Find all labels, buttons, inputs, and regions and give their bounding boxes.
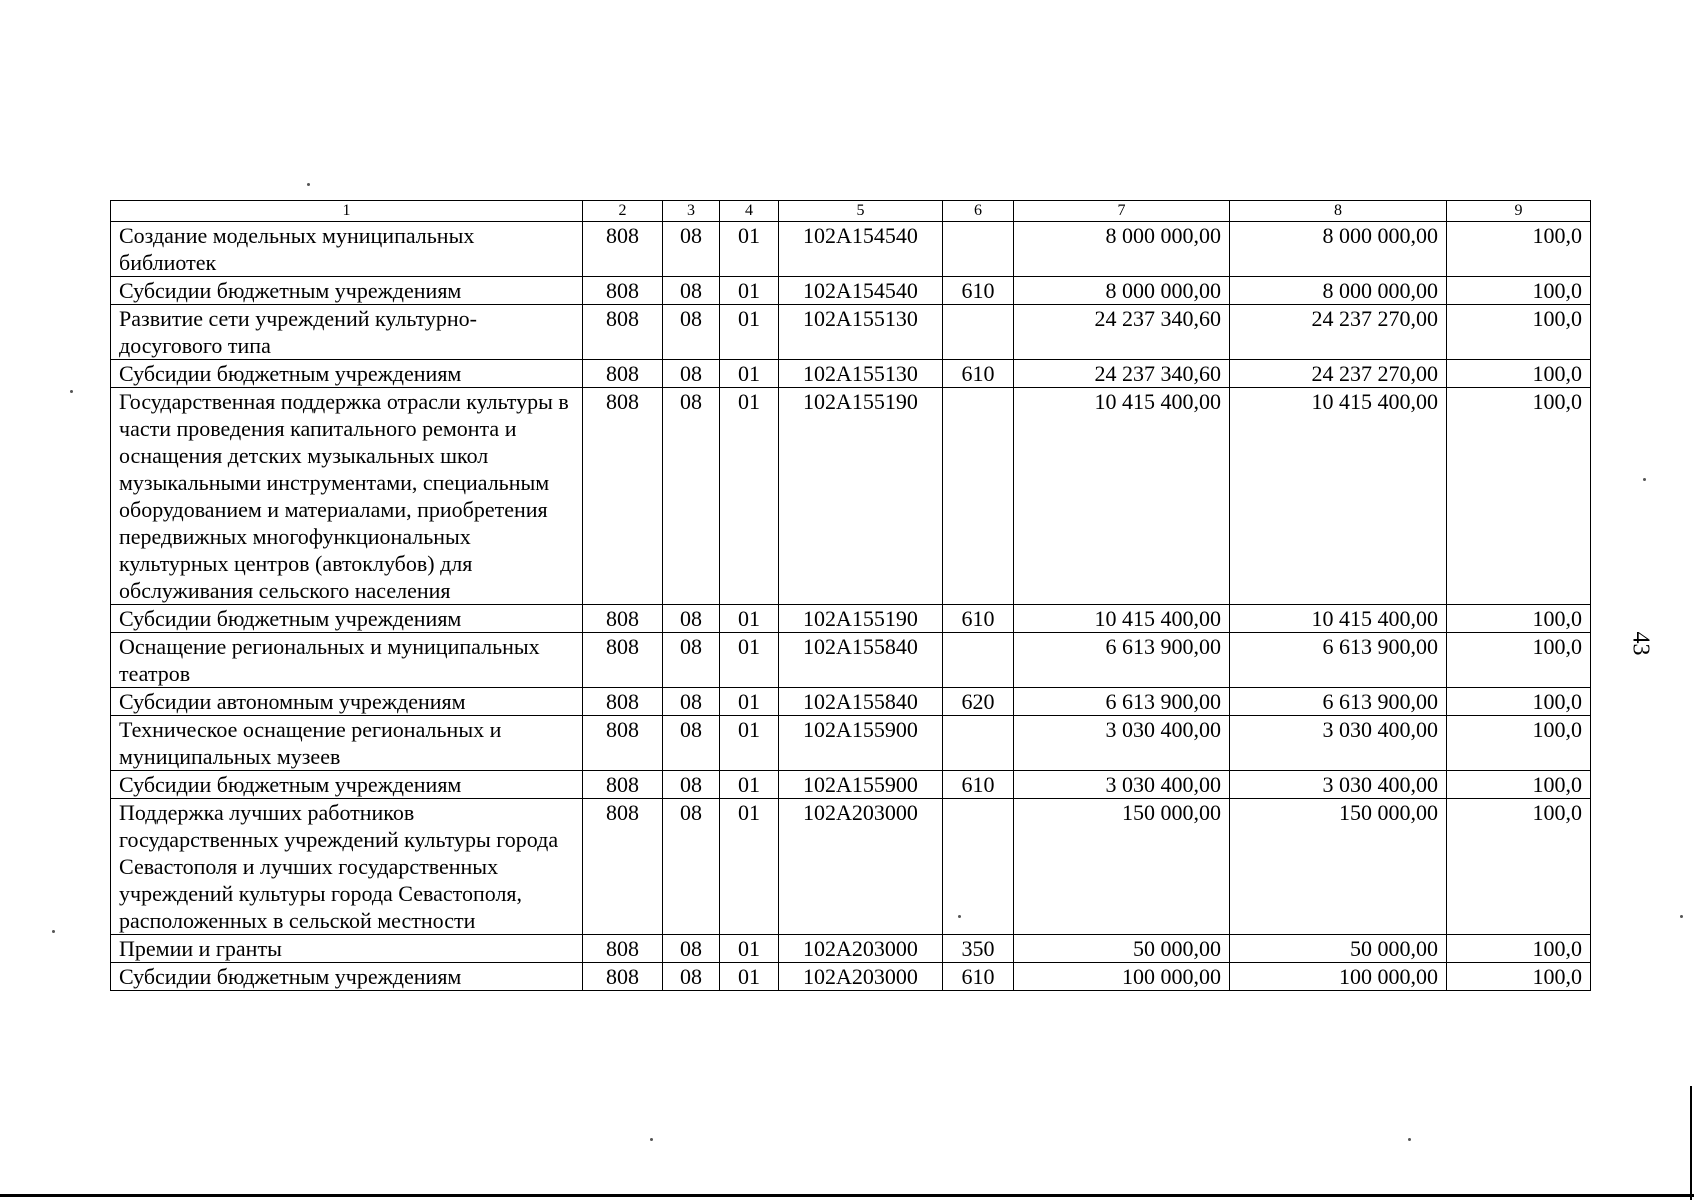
- column-number-1: 1: [111, 201, 583, 222]
- executed-amount-cell: 3 030 400,00: [1230, 771, 1447, 799]
- column-number-4: 4: [720, 201, 779, 222]
- section-code-cell: 08: [663, 771, 720, 799]
- scan-speck: [1643, 478, 1646, 481]
- table-row: [111, 688, 1591, 716]
- expense-type-cell: 610: [943, 771, 1014, 799]
- executed-amount-cell: 8 000 000,00: [1230, 277, 1447, 305]
- target-article-cell: 102А155190: [779, 605, 943, 633]
- subsection-code-cell: 01: [720, 605, 779, 633]
- row-name-cell: Субсидии бюджетным учреждениям: [111, 771, 583, 799]
- execution-percent-cell: 100,0: [1447, 688, 1591, 716]
- target-article-cell: 102А155900: [779, 771, 943, 799]
- target-article-cell: 102А203000: [779, 935, 943, 963]
- row-name-cell: Поддержка лучших работников государственных учреждений культуры города Севастополя и лучших государственных учреждений культуры города Севастополя, расположенных в сельской местности: [111, 799, 583, 935]
- admin-code-cell: 808: [583, 799, 663, 935]
- table-row: [111, 716, 1591, 771]
- row-name-cell: Техническое оснащение региональных и муниципальных музеев: [111, 716, 583, 771]
- table-row: [111, 605, 1591, 633]
- executed-amount-cell: 10 415 400,00: [1230, 605, 1447, 633]
- admin-code-cell: 808: [583, 388, 663, 605]
- executed-amount-cell: 24 237 270,00: [1230, 305, 1447, 360]
- planned-amount-cell: 8 000 000,00: [1014, 277, 1230, 305]
- table-row: [111, 633, 1591, 688]
- target-article-cell: 102А155130: [779, 360, 943, 388]
- target-article-cell: 102А155130: [779, 305, 943, 360]
- admin-code-cell: 808: [583, 688, 663, 716]
- planned-amount-cell: 10 415 400,00: [1014, 388, 1230, 605]
- table-row: [111, 935, 1591, 963]
- section-code-cell: 08: [663, 277, 720, 305]
- subsection-code-cell: 01: [720, 771, 779, 799]
- row-name-cell: Субсидии бюджетным учреждениям: [111, 963, 583, 991]
- execution-percent-cell: 100,0: [1447, 605, 1591, 633]
- execution-percent-cell: 100,0: [1447, 963, 1591, 991]
- scan-speck: [650, 1138, 653, 1141]
- executed-amount-cell: 8 000 000,00: [1230, 222, 1447, 277]
- budget-table: [110, 200, 1591, 991]
- column-number-9: 9: [1447, 201, 1591, 222]
- section-code-cell: 08: [663, 688, 720, 716]
- section-code-cell: 08: [663, 388, 720, 605]
- expense-type-cell: [943, 305, 1014, 360]
- row-name-cell: Премии и гранты: [111, 935, 583, 963]
- executed-amount-cell: 10 415 400,00: [1230, 388, 1447, 605]
- scan-border-right: [1690, 1086, 1692, 1200]
- planned-amount-cell: 10 415 400,00: [1014, 605, 1230, 633]
- scan-speck: [1680, 915, 1683, 918]
- table-row: [111, 305, 1591, 360]
- executed-amount-cell: 150 000,00: [1230, 799, 1447, 935]
- admin-code-cell: 808: [583, 963, 663, 991]
- row-name-cell: Государственная поддержка отрасли культуры в части проведения капитального ремонта и оснащения детских музыкальных школ музыкальными инструментами, специальным оборудованием и материалами, приобретения передвижных многофункциональных культурных центров (автоклубов) для обслуживания сельского населения: [111, 388, 583, 605]
- executed-amount-cell: 6 613 900,00: [1230, 633, 1447, 688]
- target-article-cell: 102А155900: [779, 716, 943, 771]
- column-number-5: 5: [779, 201, 943, 222]
- planned-amount-cell: 24 237 340,60: [1014, 360, 1230, 388]
- admin-code-cell: 808: [583, 305, 663, 360]
- expense-type-cell: 350: [943, 935, 1014, 963]
- subsection-code-cell: 01: [720, 388, 779, 605]
- column-number-2: 2: [583, 201, 663, 222]
- admin-code-cell: 808: [583, 222, 663, 277]
- expense-type-cell: 610: [943, 963, 1014, 991]
- scan-speck: [70, 390, 73, 393]
- planned-amount-cell: 6 613 900,00: [1014, 688, 1230, 716]
- scan-border-bottom: [0, 1194, 1694, 1197]
- row-name-cell: Субсидии бюджетным учреждениям: [111, 605, 583, 633]
- planned-amount-cell: 6 613 900,00: [1014, 633, 1230, 688]
- execution-percent-cell: 100,0: [1447, 388, 1591, 605]
- table-header-row: [111, 201, 1591, 222]
- executed-amount-cell: 50 000,00: [1230, 935, 1447, 963]
- expense-type-cell: 620: [943, 688, 1014, 716]
- column-number-7: 7: [1014, 201, 1230, 222]
- subsection-code-cell: 01: [720, 222, 779, 277]
- subsection-code-cell: 01: [720, 360, 779, 388]
- executed-amount-cell: 6 613 900,00: [1230, 688, 1447, 716]
- column-number-6: 6: [943, 201, 1014, 222]
- column-number-3: 3: [663, 201, 720, 222]
- scan-speck: [1408, 1138, 1411, 1141]
- executed-amount-cell: 24 237 270,00: [1230, 360, 1447, 388]
- planned-amount-cell: 3 030 400,00: [1014, 771, 1230, 799]
- executed-amount-cell: 3 030 400,00: [1230, 716, 1447, 771]
- target-article-cell: 102А155190: [779, 388, 943, 605]
- execution-percent-cell: 100,0: [1447, 799, 1591, 935]
- scan-speck: [52, 930, 55, 933]
- planned-amount-cell: 24 237 340,60: [1014, 305, 1230, 360]
- expense-type-cell: [943, 799, 1014, 935]
- execution-percent-cell: 100,0: [1447, 771, 1591, 799]
- section-code-cell: 08: [663, 716, 720, 771]
- table-row: [111, 771, 1591, 799]
- expense-type-cell: [943, 388, 1014, 605]
- page-number: 43: [1627, 631, 1654, 656]
- admin-code-cell: 808: [583, 360, 663, 388]
- executed-amount-cell: 100 000,00: [1230, 963, 1447, 991]
- section-code-cell: 08: [663, 222, 720, 277]
- table-row: [111, 222, 1591, 277]
- expense-type-cell: 610: [943, 360, 1014, 388]
- expense-type-cell: 610: [943, 277, 1014, 305]
- admin-code-cell: 808: [583, 633, 663, 688]
- planned-amount-cell: 100 000,00: [1014, 963, 1230, 991]
- row-name-cell: Субсидии автономным учреждениям: [111, 688, 583, 716]
- planned-amount-cell: 150 000,00: [1014, 799, 1230, 935]
- subsection-code-cell: 01: [720, 935, 779, 963]
- row-name-cell: Субсидии бюджетным учреждениям: [111, 360, 583, 388]
- planned-amount-cell: 50 000,00: [1014, 935, 1230, 963]
- table-row: [111, 388, 1591, 605]
- planned-amount-cell: 8 000 000,00: [1014, 222, 1230, 277]
- section-code-cell: 08: [663, 935, 720, 963]
- expense-type-cell: 610: [943, 605, 1014, 633]
- subsection-code-cell: 01: [720, 633, 779, 688]
- admin-code-cell: 808: [583, 935, 663, 963]
- admin-code-cell: 808: [583, 277, 663, 305]
- subsection-code-cell: 01: [720, 963, 779, 991]
- expense-type-cell: [943, 716, 1014, 771]
- column-number-8: 8: [1230, 201, 1447, 222]
- section-code-cell: 08: [663, 605, 720, 633]
- target-article-cell: 102А155840: [779, 688, 943, 716]
- execution-percent-cell: 100,0: [1447, 222, 1591, 277]
- planned-amount-cell: 3 030 400,00: [1014, 716, 1230, 771]
- target-article-cell: 102А154540: [779, 222, 943, 277]
- target-article-cell: 102А154540: [779, 277, 943, 305]
- admin-code-cell: 808: [583, 771, 663, 799]
- section-code-cell: 08: [663, 963, 720, 991]
- row-name-cell: Субсидии бюджетным учреждениям: [111, 277, 583, 305]
- row-name-cell: Развитие сети учреждений культурно-досугового типа: [111, 305, 583, 360]
- execution-percent-cell: 100,0: [1447, 277, 1591, 305]
- subsection-code-cell: 01: [720, 305, 779, 360]
- admin-code-cell: 808: [583, 605, 663, 633]
- table-row: [111, 963, 1591, 991]
- section-code-cell: 08: [663, 360, 720, 388]
- section-code-cell: 08: [663, 305, 720, 360]
- target-article-cell: 102А155840: [779, 633, 943, 688]
- row-name-cell: Создание модельных муниципальных библиотек: [111, 222, 583, 277]
- table-row: [111, 277, 1591, 305]
- scan-speck: [307, 183, 310, 186]
- section-code-cell: 08: [663, 633, 720, 688]
- subsection-code-cell: 01: [720, 277, 779, 305]
- target-article-cell: 102А203000: [779, 799, 943, 935]
- execution-percent-cell: 100,0: [1447, 716, 1591, 771]
- section-code-cell: 08: [663, 799, 720, 935]
- subsection-code-cell: 01: [720, 688, 779, 716]
- expense-type-cell: [943, 222, 1014, 277]
- row-name-cell: Оснащение региональных и муниципальных театров: [111, 633, 583, 688]
- expense-type-cell: [943, 633, 1014, 688]
- table-row: [111, 799, 1591, 935]
- admin-code-cell: 808: [583, 716, 663, 771]
- execution-percent-cell: 100,0: [1447, 935, 1591, 963]
- table-row: [111, 360, 1591, 388]
- scan-speck: [958, 915, 961, 918]
- execution-percent-cell: 100,0: [1447, 633, 1591, 688]
- target-article-cell: 102А203000: [779, 963, 943, 991]
- execution-percent-cell: 100,0: [1447, 305, 1591, 360]
- subsection-code-cell: 01: [720, 716, 779, 771]
- execution-percent-cell: 100,0: [1447, 360, 1591, 388]
- subsection-code-cell: 01: [720, 799, 779, 935]
